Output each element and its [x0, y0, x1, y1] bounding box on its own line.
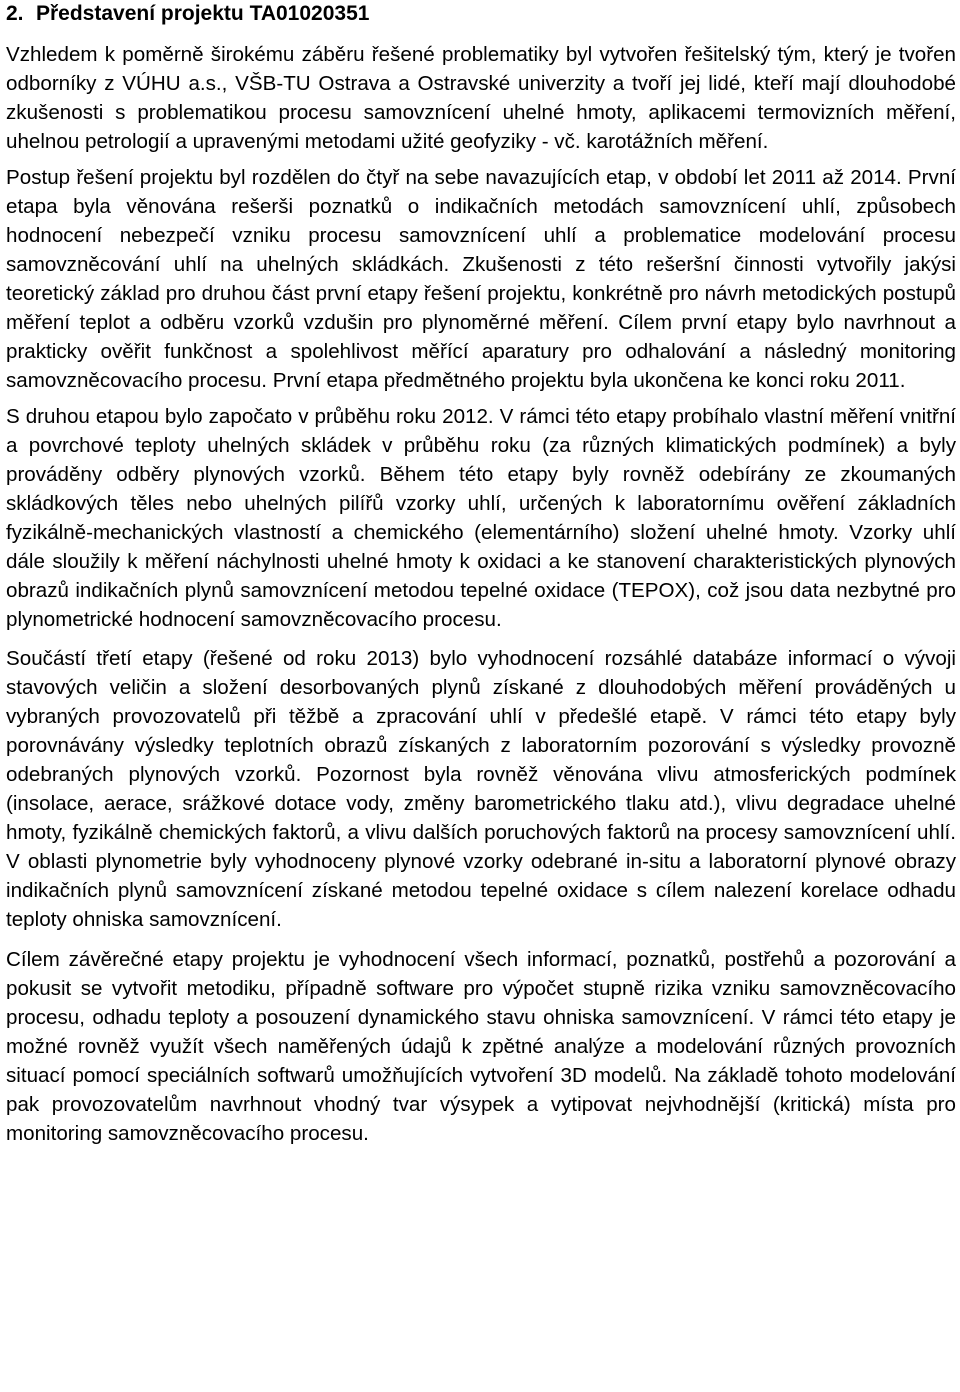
section-title: Představení projektu TA01020351: [36, 2, 370, 25]
document-page: [6, 0, 956, 1148]
paragraph-final-stage: Cílem závěrečné etapy projektu je vyhodnocení všech informací, poznatků, postřehů a pozorování a pokusit se vytvořit metodiku, případně software pro výpočet stupně rizika vzniku samovzněcovacího procesu, odhadu teploty a posouzení dynamického stavu ohniska samovznícení. V rámci této etapy je možné rovněž využít všech naměřených údajů k zpětné analýze a modelování různých provozních situací pomocí speciálních softwarů umožňujících vytvoření 3D modelů. Na základě tohoto modelování pak provozovatelům navrhnout vhodný tvar výsypek a vytipovat nejvhodnější (kritická) místa pro monitoring samovzněcovacího procesu.: [6, 948, 956, 1145]
section-heading: [6, 0, 956, 31]
paragraph-team: Vzhledem k poměrně širokému záběru řešené problematiky byl vytvořen řešitelský tým, který je tvořen odborníky z VÚHU a.s., VŠB-TU Ostrava a Ostravské univerzity a tvoří jej lidé, kteří mají dlouhodobé zkušenosti s problematikou procesu samovznícení uhelné hmoty, aplikacemi termovizních měření, uhelnou petrologií a upravenými metodami užité geofyziky - vč. karotážních měření.: [6, 43, 956, 153]
paragraph-stage-one: Postup řešení projektu byl rozdělen do čtyř na sebe navazujících etap, v období let 2011 až 2014. První etapa byla věnována rešerši poznatků o indikačních metodách samovznícení uhlí, způsobech hodnocení nebezpečí vzniku procesu samovznícení uhlí a problematice modelování procesu samovzněcování uhlí na uhelných skládkách. Zkušenosti z této rešeršní činnosti vytvořily jakýsi teoretický základ pro druhou část první etapy řešení projektu, konkrétně pro návrh metodických postupů měření teplot a odběru vzorků vzdušin pro plynoměrné měření. Cílem první etapy bylo navrhnout a prakticky ověřit funkčnost a spolehlivost měřící aparatury pro odhalování a následný monitoring samovzněcovacího procesu. První etapa předmětného projektu byla ukončena ke konci roku 2011.: [6, 166, 956, 392]
section-number: 2.: [6, 2, 24, 25]
paragraph-stage-two: S druhou etapou bylo započato v průběhu roku 2012. V rámci této etapy probíhalo vlastní měření vnitřní a povrchové teploty uhelných skládek v průběhu roku (za různých klimatických podmínek) a byly prováděny odběry plynových vzorků. Během této etapy byly rovněž odebírány ze zkoumaných skládkových těles nebo uhelných pilířů vzorky uhlí, určených k laboratornímu ověření základních fyzikálně-mechanických vlastností a chemického (elementárního) složení uhelné hmoty. Vzorky uhlí dále sloužily k měření náchylnosti uhelné hmoty k oxidaci a ke stanovení charakteristických plynových obrazů indikačních plynů samovznícení metodou tepelné oxidace (TEPOX), což jsou data nezbytné pro plynometrické hodnocení samovzněcovacího procesu.: [6, 405, 956, 631]
paragraph-stage-three: Součástí třetí etapy (řešené od roku 2013) bylo vyhodnocení rozsáhlé databáze informací o vývoji stavových veličin a složení desorbovaných plynů získané z dlouhodobých měření prováděných u vybraných provozovatelů při těžbě a zpracování uhlí v předešlé etapě. V rámci této etapy byly porovnávány výsledky teplotních obrazů získaných z laboratorním pozorování s výsledky provozně odebraných plynových vzorků. Pozornost byla rovněž věnována vlivu atmosferických podmínek (insolace, aerace, srážkové dotace vody, změny barometrického tlaku atd.), vlivu degradace uhelné hmoty, fyzikálně chemických faktorů, a vlivu dalších poruchových faktorů na procesy samovznícení uhlí. V oblasti plynometrie byly vyhodnoceny plynové vzorky odebrané in-situ a laboratorní plynové obrazy indikačních plynů samovznícení získané metodou tepelné oxidace s cílem nalezení korelace odhadu teploty ohniska samovznícení.: [6, 647, 956, 931]
